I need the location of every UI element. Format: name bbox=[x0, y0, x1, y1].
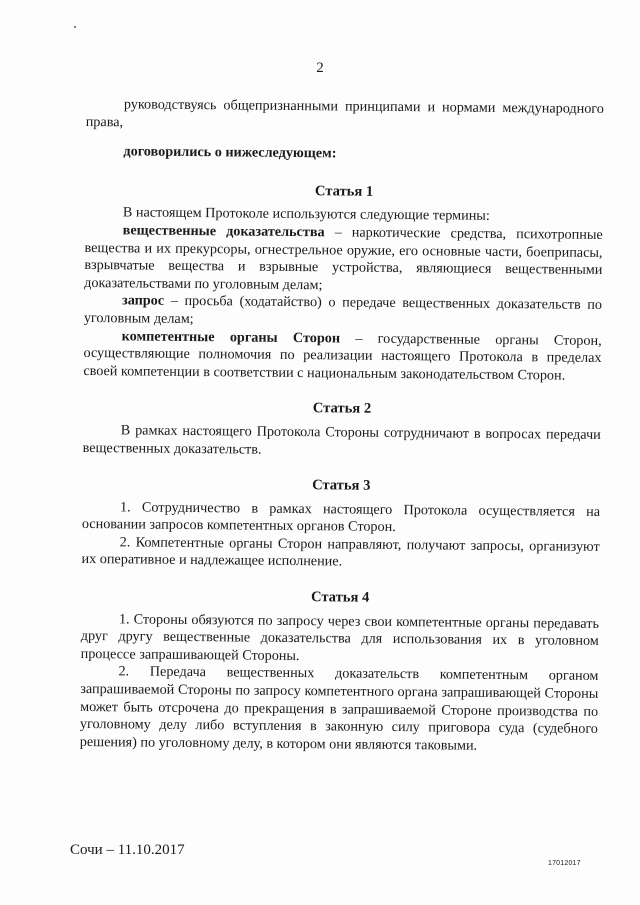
definition-term: вещественные доказательства bbox=[122, 222, 325, 241]
article-title: Статья 1 bbox=[314, 182, 374, 200]
definition-text: – просьба (ходатайство) о передаче вещественных доказательств по уголовным делам; bbox=[83, 293, 603, 327]
article-intro: В настоящем Протоколе используются следующие термины: bbox=[122, 204, 490, 225]
article-body bbox=[83, 204, 603, 385]
definition-text: – государственные органы Сторон, осуществляющие полномочия по реализации настоящего Протокола в пределах своей компетенции в соответствии с национальным законодательством Сторон. bbox=[83, 329, 602, 384]
article-title: Статья 2 bbox=[312, 400, 372, 418]
article-paragraph: 2. Передача вещественных доказательств компетентным органом запрашиваемой Стороны по запросу компетентного органа запрашивающей Стороны может быть отсрочена до прекращения в запрашиваемой Стороне производства по уголовному делу либо вступления в законную силу приговора суда (судебного решения) по уголовному делу, в котором они являются таковыми. bbox=[79, 663, 599, 754]
preamble-text: руководствуясь общепризнанными принципами и нормами международного права, bbox=[85, 96, 604, 130]
definition-item bbox=[83, 328, 601, 386]
article-3 bbox=[81, 475, 600, 574]
article-body bbox=[83, 422, 601, 462]
page-number: 2 bbox=[316, 60, 324, 76]
article-paragraph: В рамках настоящего Протокола Стороны сотрудничают в вопросах передачи вещественных доказательств. bbox=[82, 422, 601, 458]
article-4 bbox=[80, 587, 600, 756]
definition-item bbox=[84, 222, 603, 297]
place-and-date: Сочи – 11.10.2017 bbox=[70, 842, 185, 858]
article-body bbox=[80, 611, 599, 757]
definition-item bbox=[84, 292, 602, 332]
article-paragraph: 1. Сотрудничество в рамках настоящего Протокола осуществляется на основании запросов компетентных органов Сторон. bbox=[81, 499, 601, 536]
article-title: Статья 3 bbox=[312, 477, 371, 494]
article-paragraph: 1. Стороны обязуются по запросу через свои компетентные органы передавать друг другу вещественные доказательства для использования их в уголовном процессе запрашивающей Стороны. bbox=[80, 610, 600, 664]
article-1 bbox=[83, 181, 603, 385]
document-body bbox=[80, 96, 604, 756]
agreed-statement: договорились о нижеследующем: bbox=[123, 143, 337, 162]
definition-text: – наркотические средства, психотропные вещества и их прекурсоры, огнестрельное оружие, его основные части, боеприпасы, взрывчатые вещества и взрывные устройства, являющиеся вещественными доказательствами по уголовным делам; bbox=[84, 224, 603, 294]
article-title: Статья 4 bbox=[310, 589, 370, 606]
article-2 bbox=[83, 398, 602, 462]
article-body bbox=[81, 499, 600, 574]
definition-term: компетентные органы Сторон bbox=[121, 327, 341, 346]
article-paragraph: 2. Компетентные органы Сторон направляют, получают запросы, организуют их оперативное и надлежащее исполнение. bbox=[81, 534, 600, 570]
scan-speck bbox=[74, 26, 76, 28]
definition-term: запрос bbox=[121, 292, 165, 310]
document-code: 17012017 bbox=[548, 860, 581, 867]
